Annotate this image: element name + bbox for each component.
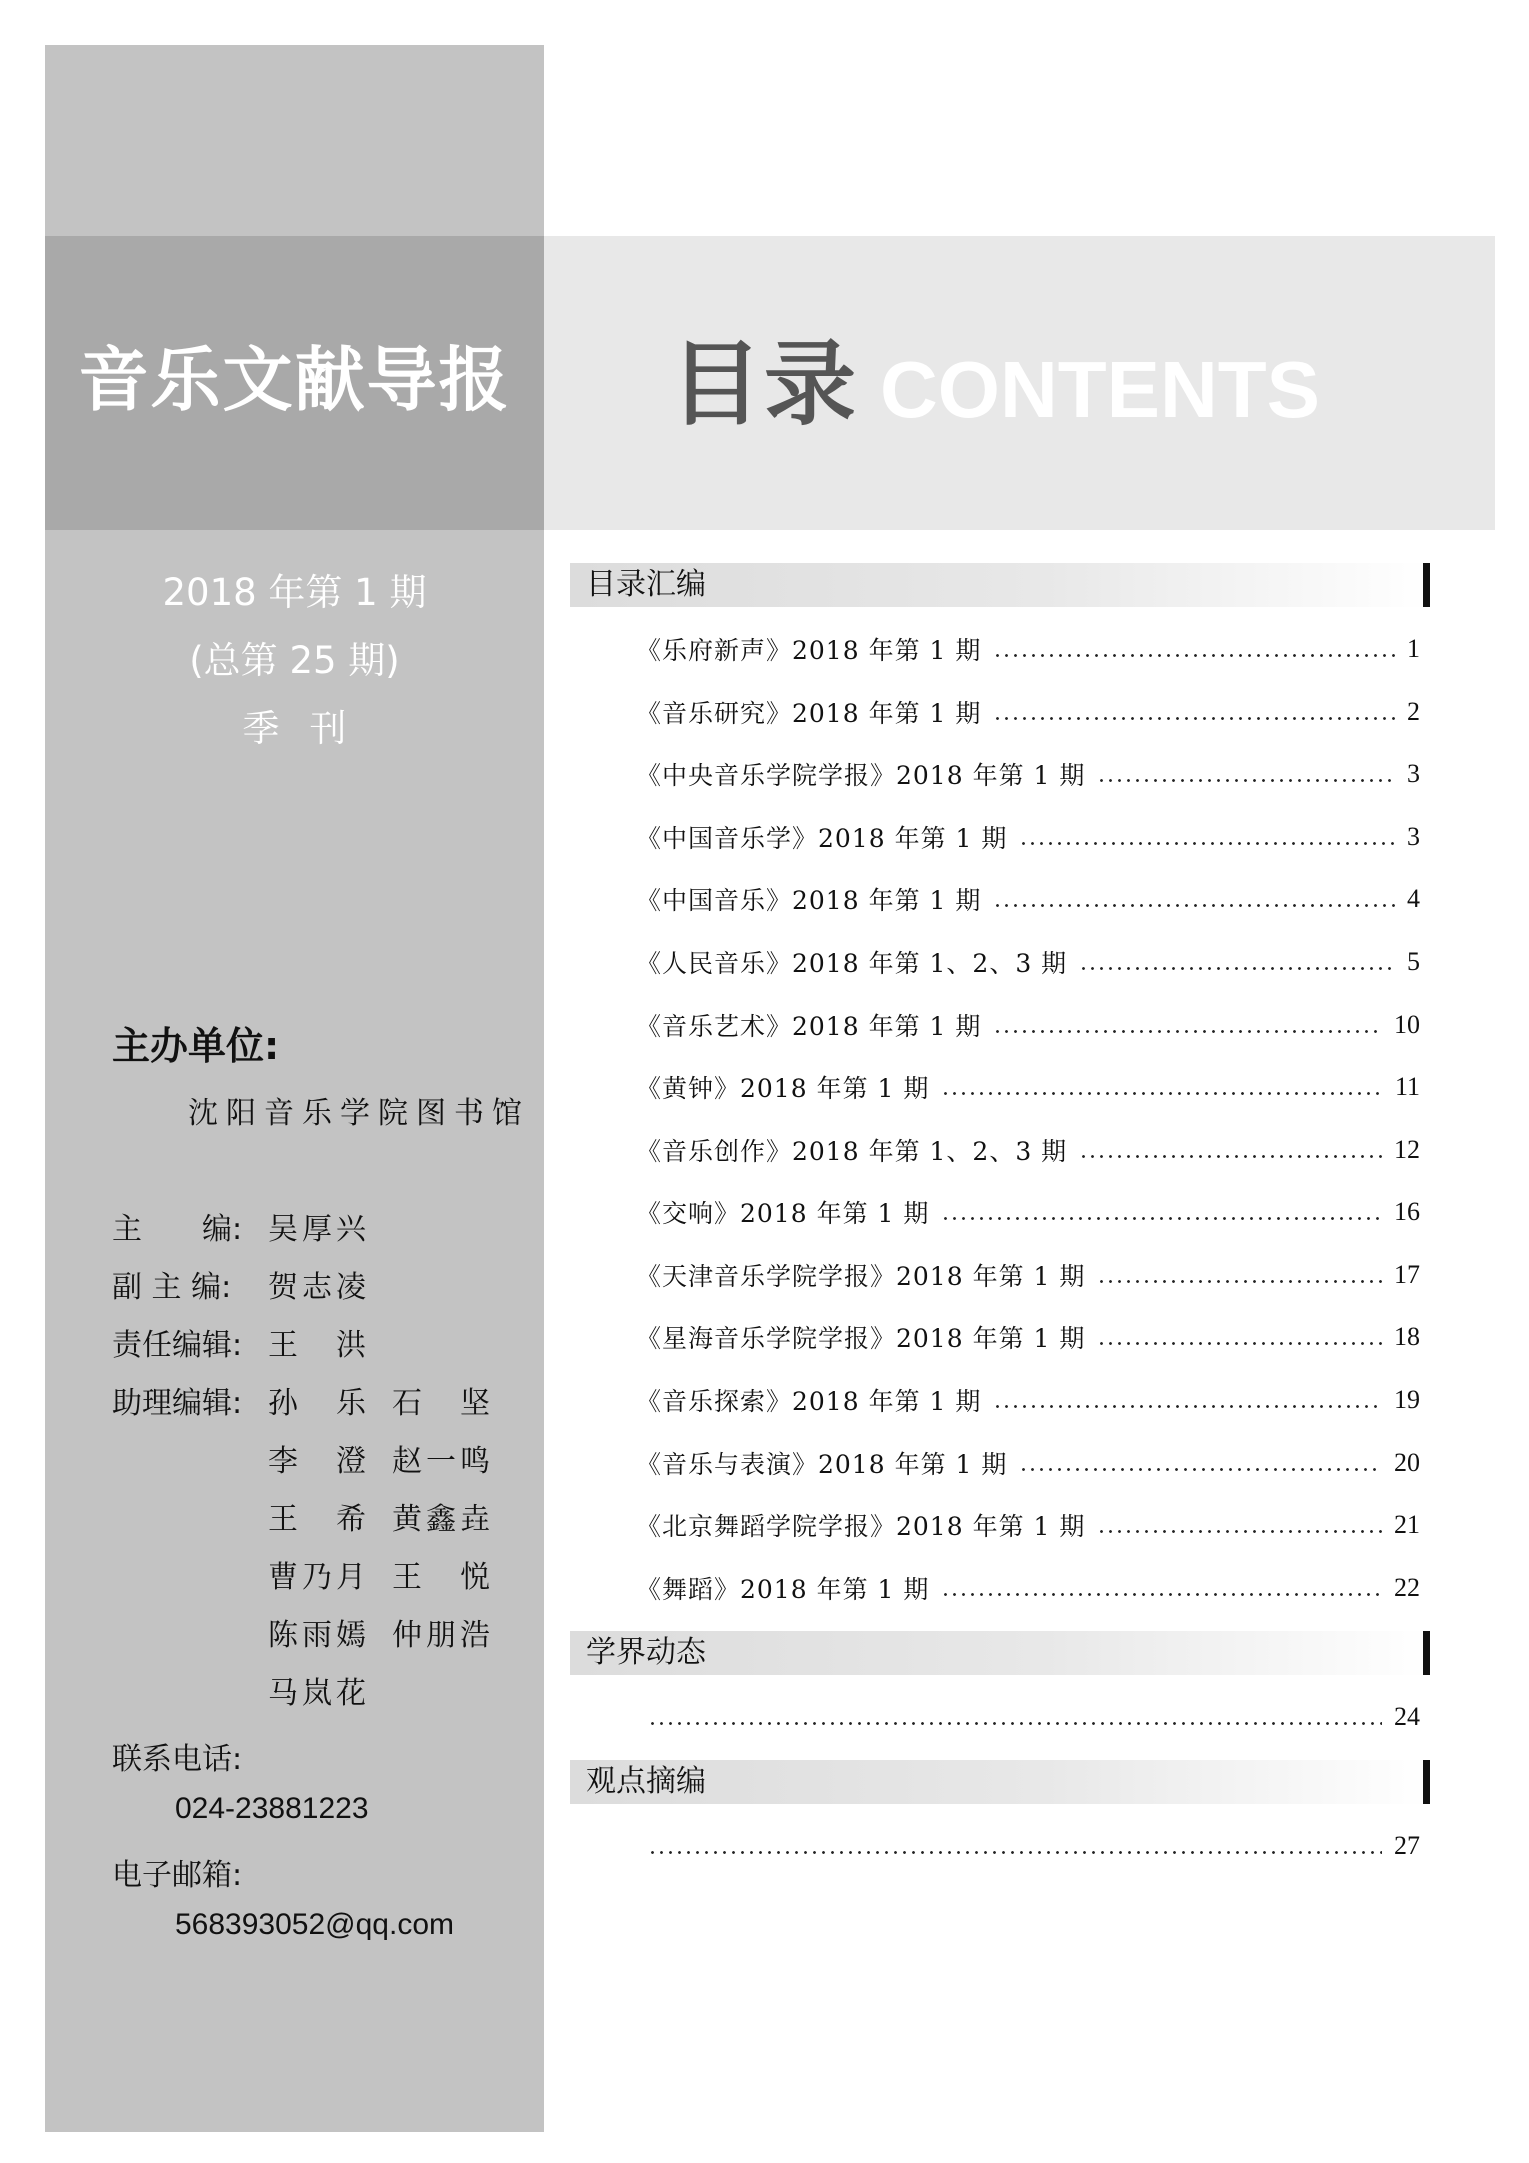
toc-entry-page: 20 xyxy=(1394,1448,1420,1477)
toc-entry-title: 《音乐艺术》2018 年第 1 期 xyxy=(636,1012,982,1041)
journal-title: 音乐文献导报 xyxy=(78,339,511,421)
toc-entry-page: 27 xyxy=(1394,1831,1420,1860)
issue-date: 2018 年第 1 期 xyxy=(162,571,427,614)
toc-entry-page: 24 xyxy=(1394,1702,1420,1731)
dot-leader xyxy=(1097,779,1395,782)
toc-entry[interactable] xyxy=(636,1568,1420,1608)
toc-entry-title: 《音乐创作》2018 年第 1、2、3 期 xyxy=(636,1137,1068,1166)
editor-name: 吴厚兴 xyxy=(268,1212,370,1247)
toc-entry[interactable] xyxy=(636,1317,1420,1357)
assistant-editor-label: 助理编辑: xyxy=(112,1386,243,1421)
dot-leader xyxy=(993,1405,1382,1408)
assistant-editor-row xyxy=(112,1382,268,1426)
toc-entry[interactable] xyxy=(636,1130,1420,1170)
toc-entry-page: 19 xyxy=(1394,1385,1420,1414)
toc-entry-page: 16 xyxy=(1394,1197,1420,1226)
dot-leader xyxy=(993,904,1395,907)
dot-leader xyxy=(993,654,1395,657)
toc-entry[interactable] xyxy=(636,1255,1420,1295)
toc-entry[interactable] xyxy=(636,942,1420,982)
deputy-editor-row xyxy=(112,1266,370,1310)
responsible-editor-name: 王 洪 xyxy=(268,1328,370,1363)
assistant-editor-name: 陈雨嫣 xyxy=(268,1618,370,1653)
toc-entry[interactable] xyxy=(636,879,1420,919)
toc-section-header xyxy=(570,1760,1430,1804)
dot-leader xyxy=(941,1593,1382,1596)
assistant-editor-name: 曹乃月 xyxy=(268,1560,370,1595)
toc-entry-title: 《交响》2018 年第 1 期 xyxy=(636,1199,930,1228)
assistant-editor-name: 石 坚 xyxy=(392,1386,494,1421)
dot-leader xyxy=(1097,1342,1382,1345)
toc-entry-page: 17 xyxy=(1394,1260,1420,1289)
toc-entry-title: 《中国音乐》2018 年第 1 期 xyxy=(636,886,982,915)
toc-entry[interactable] xyxy=(636,1443,1420,1483)
dot-leader xyxy=(648,1851,1382,1854)
toc-entry-title: 《音乐探索》2018 年第 1 期 xyxy=(636,1387,982,1416)
toc-entry-title: 《北京舞蹈学院学报》2018 年第 1 期 xyxy=(636,1512,1086,1541)
toc-entry[interactable] xyxy=(636,1505,1420,1545)
responsible-editor-label: 责任编辑: xyxy=(112,1328,243,1363)
assistant-editor-name: 黄鑫垚 xyxy=(392,1502,494,1537)
toc-entry[interactable] xyxy=(636,629,1420,669)
toc-entry[interactable] xyxy=(636,1192,1420,1232)
toc-section-header xyxy=(570,563,1430,607)
toc-entry-page: 3 xyxy=(1407,822,1420,851)
toc-entry-page: 11 xyxy=(1394,1072,1420,1101)
editor-label: 主 编: xyxy=(112,1212,243,1247)
toc-entry-page: 1 xyxy=(1407,634,1420,663)
assistant-editor-name: 马岚花 xyxy=(268,1676,370,1711)
dot-leader xyxy=(1019,1468,1382,1471)
toc-entry-title: 《音乐与表演》2018 年第 1 期 xyxy=(636,1450,1008,1479)
dot-leader xyxy=(1019,842,1395,845)
sponsor-label: 主办单位: xyxy=(112,1024,280,1068)
toc-entry[interactable] xyxy=(636,1005,1420,1045)
issue-total-number: (总第 25 期) xyxy=(189,639,400,682)
toc-entry[interactable] xyxy=(636,754,1420,794)
dot-leader xyxy=(648,1722,1382,1725)
toc-entry-page: 3 xyxy=(1407,759,1420,788)
sponsor-value: 沈阳音乐学院图书馆 xyxy=(188,1096,530,1131)
toc-entry[interactable] xyxy=(636,692,1420,732)
toc-section-label: 目录汇编 xyxy=(586,567,706,602)
dot-leader xyxy=(1079,967,1395,970)
section-marker xyxy=(1423,1631,1430,1675)
toc-entry-title: 《音乐研究》2018 年第 1 期 xyxy=(636,699,982,728)
responsible-editor-row xyxy=(112,1324,370,1368)
phone-label: 联系电话: xyxy=(112,1742,243,1777)
toc-entry-title: 《星海音乐学院学报》2018 年第 1 期 xyxy=(636,1324,1086,1353)
toc-entry-title: 《黄钟》2018 年第 1 期 xyxy=(636,1074,930,1103)
deputy-editor-label: 副 主 编: xyxy=(112,1270,232,1305)
dot-leader xyxy=(1097,1530,1382,1533)
toc-entry-title: 《人民音乐》2018 年第 1、2、3 期 xyxy=(636,949,1068,978)
toc-entry-title: 《中国音乐学》2018 年第 1 期 xyxy=(636,824,1008,853)
assistant-editor-name: 孙 乐 xyxy=(268,1386,370,1421)
toc-entry-page: 10 xyxy=(1394,1010,1420,1039)
dot-leader xyxy=(993,717,1395,720)
dot-leader xyxy=(941,1092,1383,1095)
toc-entry-title: 《天津音乐学院学报》2018 年第 1 期 xyxy=(636,1262,1086,1291)
toc-entry-page: 21 xyxy=(1394,1510,1420,1539)
toc-entry-page: 4 xyxy=(1407,884,1420,913)
toc-entry[interactable] xyxy=(636,1380,1420,1420)
toc-entry-page: 5 xyxy=(1407,947,1420,976)
toc-entry-page: 18 xyxy=(1394,1322,1420,1351)
toc-entry-page: 22 xyxy=(1394,1573,1420,1602)
dot-leader xyxy=(1079,1155,1382,1158)
toc-entry-title: 《乐府新声》2018 年第 1 期 xyxy=(636,636,982,665)
toc-section-label: 观点摘编 xyxy=(586,1764,706,1799)
dot-leader xyxy=(993,1030,1382,1033)
toc-entry-title: 《舞蹈》2018 年第 1 期 xyxy=(636,1575,930,1604)
toc-title-chinese: 目录 xyxy=(670,331,859,438)
toc-entry[interactable] xyxy=(636,817,1420,857)
toc-entry-page: 2 xyxy=(1407,697,1420,726)
deputy-editor-name: 贺志凌 xyxy=(268,1270,370,1305)
toc-entry[interactable] xyxy=(636,1067,1420,1107)
assistant-editor-name: 仲朋浩 xyxy=(392,1618,494,1653)
toc-entry[interactable] xyxy=(636,1697,1420,1737)
toc-entry[interactable] xyxy=(636,1826,1420,1866)
toc-entry-title: 《中央音乐学院学报》2018 年第 1 期 xyxy=(636,761,1086,790)
assistant-editor-name: 李 澄 xyxy=(268,1444,370,1479)
assistant-editor-name: 王 希 xyxy=(268,1502,370,1537)
email-address: 568393052@qq.com xyxy=(175,1908,454,1941)
assistant-editor-name: 王 悦 xyxy=(392,1560,494,1595)
editor-row xyxy=(112,1208,370,1252)
dot-leader xyxy=(1097,1280,1382,1283)
email-label: 电子邮箱: xyxy=(112,1858,243,1893)
toc-section-label: 学界动态 xyxy=(586,1635,706,1670)
toc-title-english: CONTENTS xyxy=(880,345,1320,434)
phone-number: 024-23881223 xyxy=(175,1792,369,1825)
issue-frequency: 季刊 xyxy=(242,707,377,750)
section-marker xyxy=(1423,563,1430,607)
toc-entry-page: 12 xyxy=(1394,1135,1420,1164)
dot-leader xyxy=(941,1217,1382,1220)
assistant-editor-name: 赵一鸣 xyxy=(392,1444,494,1479)
toc-section-header xyxy=(570,1631,1430,1675)
section-marker xyxy=(1423,1760,1430,1804)
